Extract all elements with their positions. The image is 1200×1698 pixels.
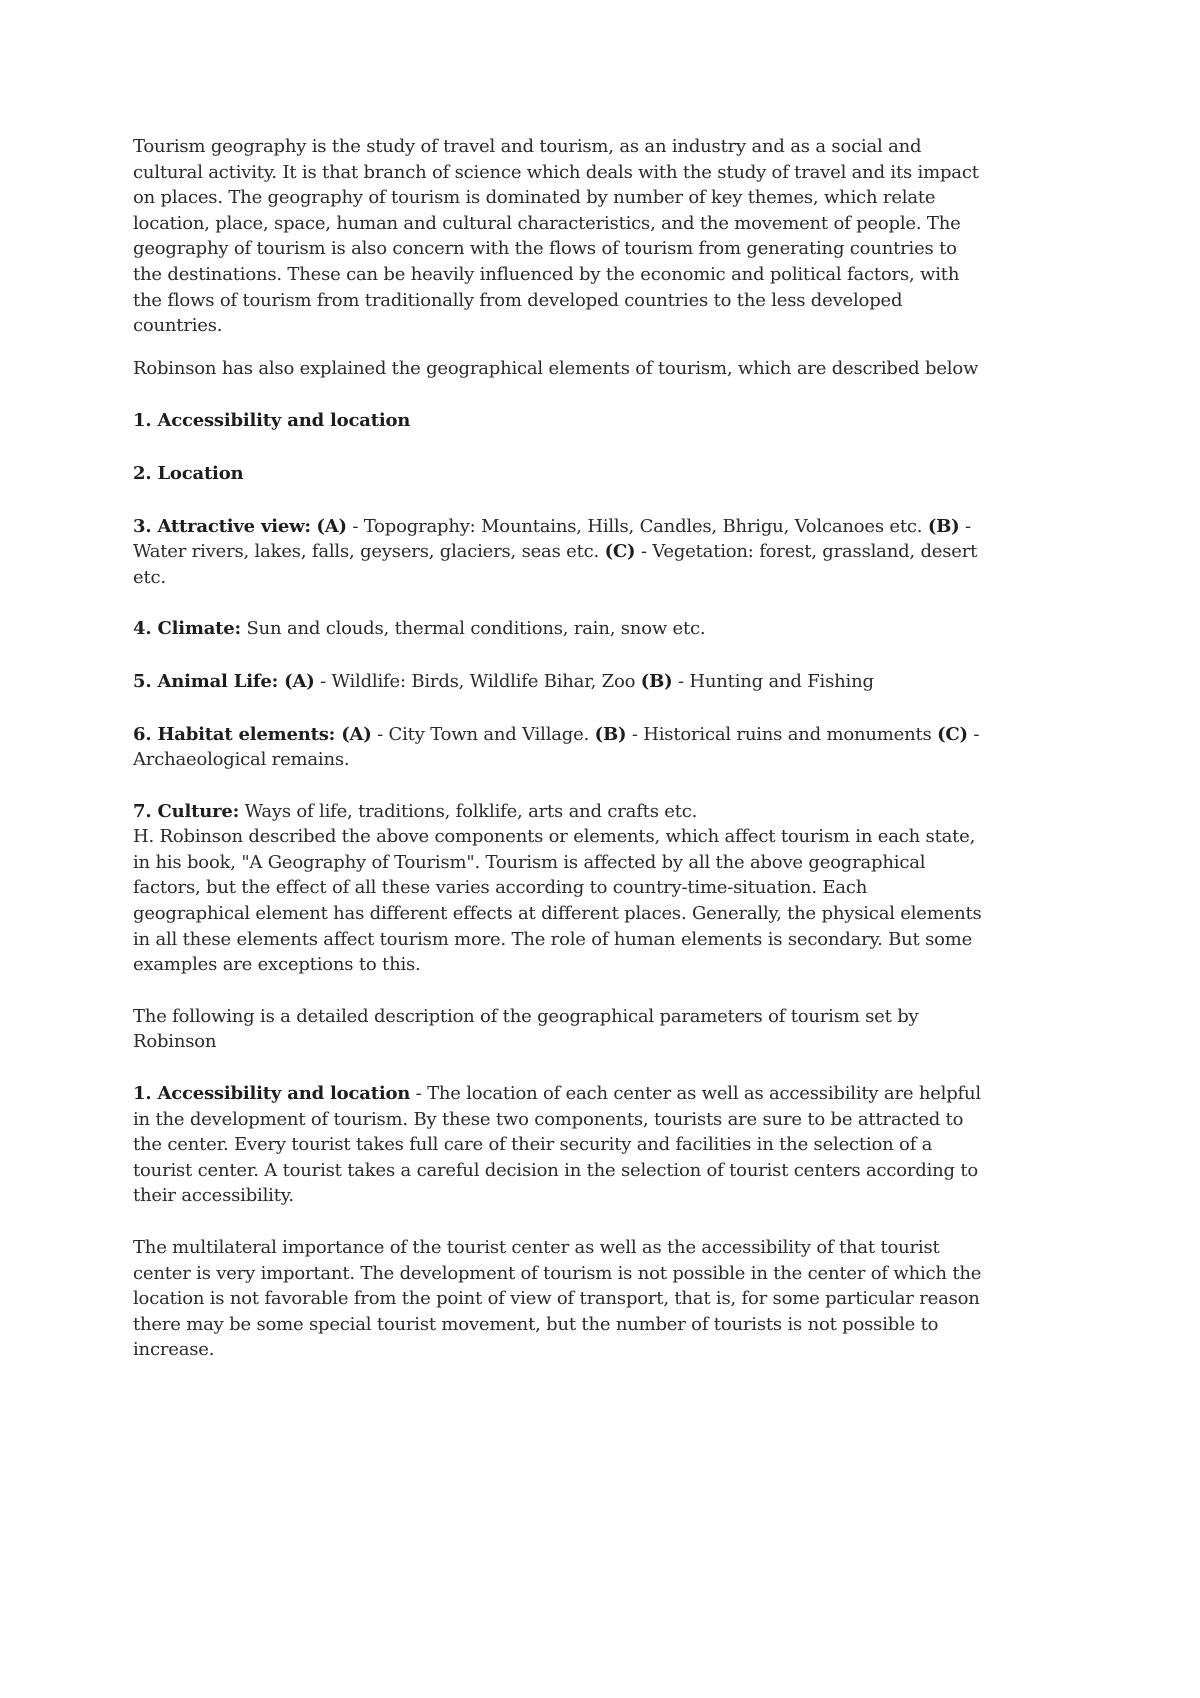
element-item-6-title: 6. Habitat elements: [133,723,336,745]
element-item-2 [133,461,983,487]
element-item-2-title: 2. Location [133,462,244,484]
element-item-7 [133,799,983,825]
element-item-3-a-text: - Topography: Mountains, Hills, Candles, Bhrigu, Volcanoes etc. [346,515,928,537]
intro-paragraph: Tourism geography is the study of travel and tourism, as an industry and as a social and cultural activity. It is that branch of science which deals with the study of travel and its impact on places. The geography of tourism is dominated by number of key themes, which relate location, place, space, human and cultural characteristics, and the movement of people. The geography of tourism is also concern with the flows of tourism from generating countries to the destinations. These can be heavily influenced by the economic and political factors, with the flows of tourism from traditionally from developed countries to the less developed countries. [133,136,979,337]
element-item-3-c-label: (C) [604,541,636,563]
element-item-6-b-text: - Historical ruins and monuments [626,723,938,745]
element-item-4-title: 4. Climate: [133,618,241,640]
detail-item-1-text: - The location of each center as well as accessibility are helpful in the development of tourism. By these two components, tourists are sure to be attracted to the center. Every tourist takes full care of their security and facilities in the selection of a tourist center. A tourist takes a careful decision in the selection of tourist centers according to their accessibility. [133,1083,981,1207]
element-item-6-a-text: - City Town and Village. [371,723,595,745]
element-item-3-b-label: (B) [927,515,960,537]
element-item-6 [133,722,983,773]
element-item-6-c-text: - Archaeological remains. [133,723,980,771]
element-item-7-text: Ways of life, traditions, folklife, arts and crafts etc. [239,800,698,822]
element-item-3-c-text: - Vegetation: forest, grassland, desert etc. [133,541,978,588]
element-item-3-a-label: (A) [316,515,347,537]
element-item-3-b-text: - Water rivers, lakes, falls, geysers, glaciers, seas etc. [133,515,971,563]
element-item-1 [133,408,983,434]
document-page [133,134,983,1363]
element-item-5-a-text: - Wildlife: Birds, Wildlife Bihar, Zoo [314,670,641,692]
element-item-4 [133,616,983,642]
detail-item-1 [133,1081,983,1209]
element-item-6-b-label: (B) [594,723,627,745]
element-item-5-title: 5. Animal Life: [133,670,279,692]
element-item-5-b-text: - Hunting and Fishing [672,670,874,692]
robinson-intro-paragraph: Robinson has also explained the geographical elements of tourism, which are described below [133,357,979,379]
element-item-6-a-label: (A) [335,723,372,745]
element-item-3-title: 3. Attractive view: [133,515,311,537]
element-item-5-b-label: (B) [640,670,673,692]
element-item-7-title: 7. Culture: [133,800,240,822]
element-item-3 [133,514,983,591]
element-item-5-a-label: (A) [278,670,315,692]
detailed-description-intro: The following is a detailed description of the geographical parameters of tourism set by Robinson [133,1005,919,1053]
element-item-1-title: 1. Accessibility and location [133,410,411,432]
robinson-described-paragraph: H. Robinson described the above components or elements, which affect tourism in each state, in his book, "A Geography of Tourism". Tourism is affected by all the above geographical factors, but the effect of all these varies according to country-time-situation. Each geographical element has different effects at different places. Generally, the physical elements in all these elements affect tourism more. The role of human elements is secondary. But some examples are exceptions to this. [133,826,982,976]
element-item-4-text: Sun and clouds, thermal conditions, rain, snow etc. [240,618,706,640]
element-item-5 [133,669,983,695]
detail-item-1-title: 1. Accessibility and location [133,1083,411,1105]
element-item-6-c-label: (C) [937,723,968,745]
multilateral-paragraph: The multilateral importance of the tourist center as well as the accessibility of that tourist center is very important. The development of tourism is not possible in the center of which the location is not favorable from the point of view of transport, that is, for some particular reason there may be some special tourist movement, but the number of tourists is not possible to increase. [133,1237,982,1361]
